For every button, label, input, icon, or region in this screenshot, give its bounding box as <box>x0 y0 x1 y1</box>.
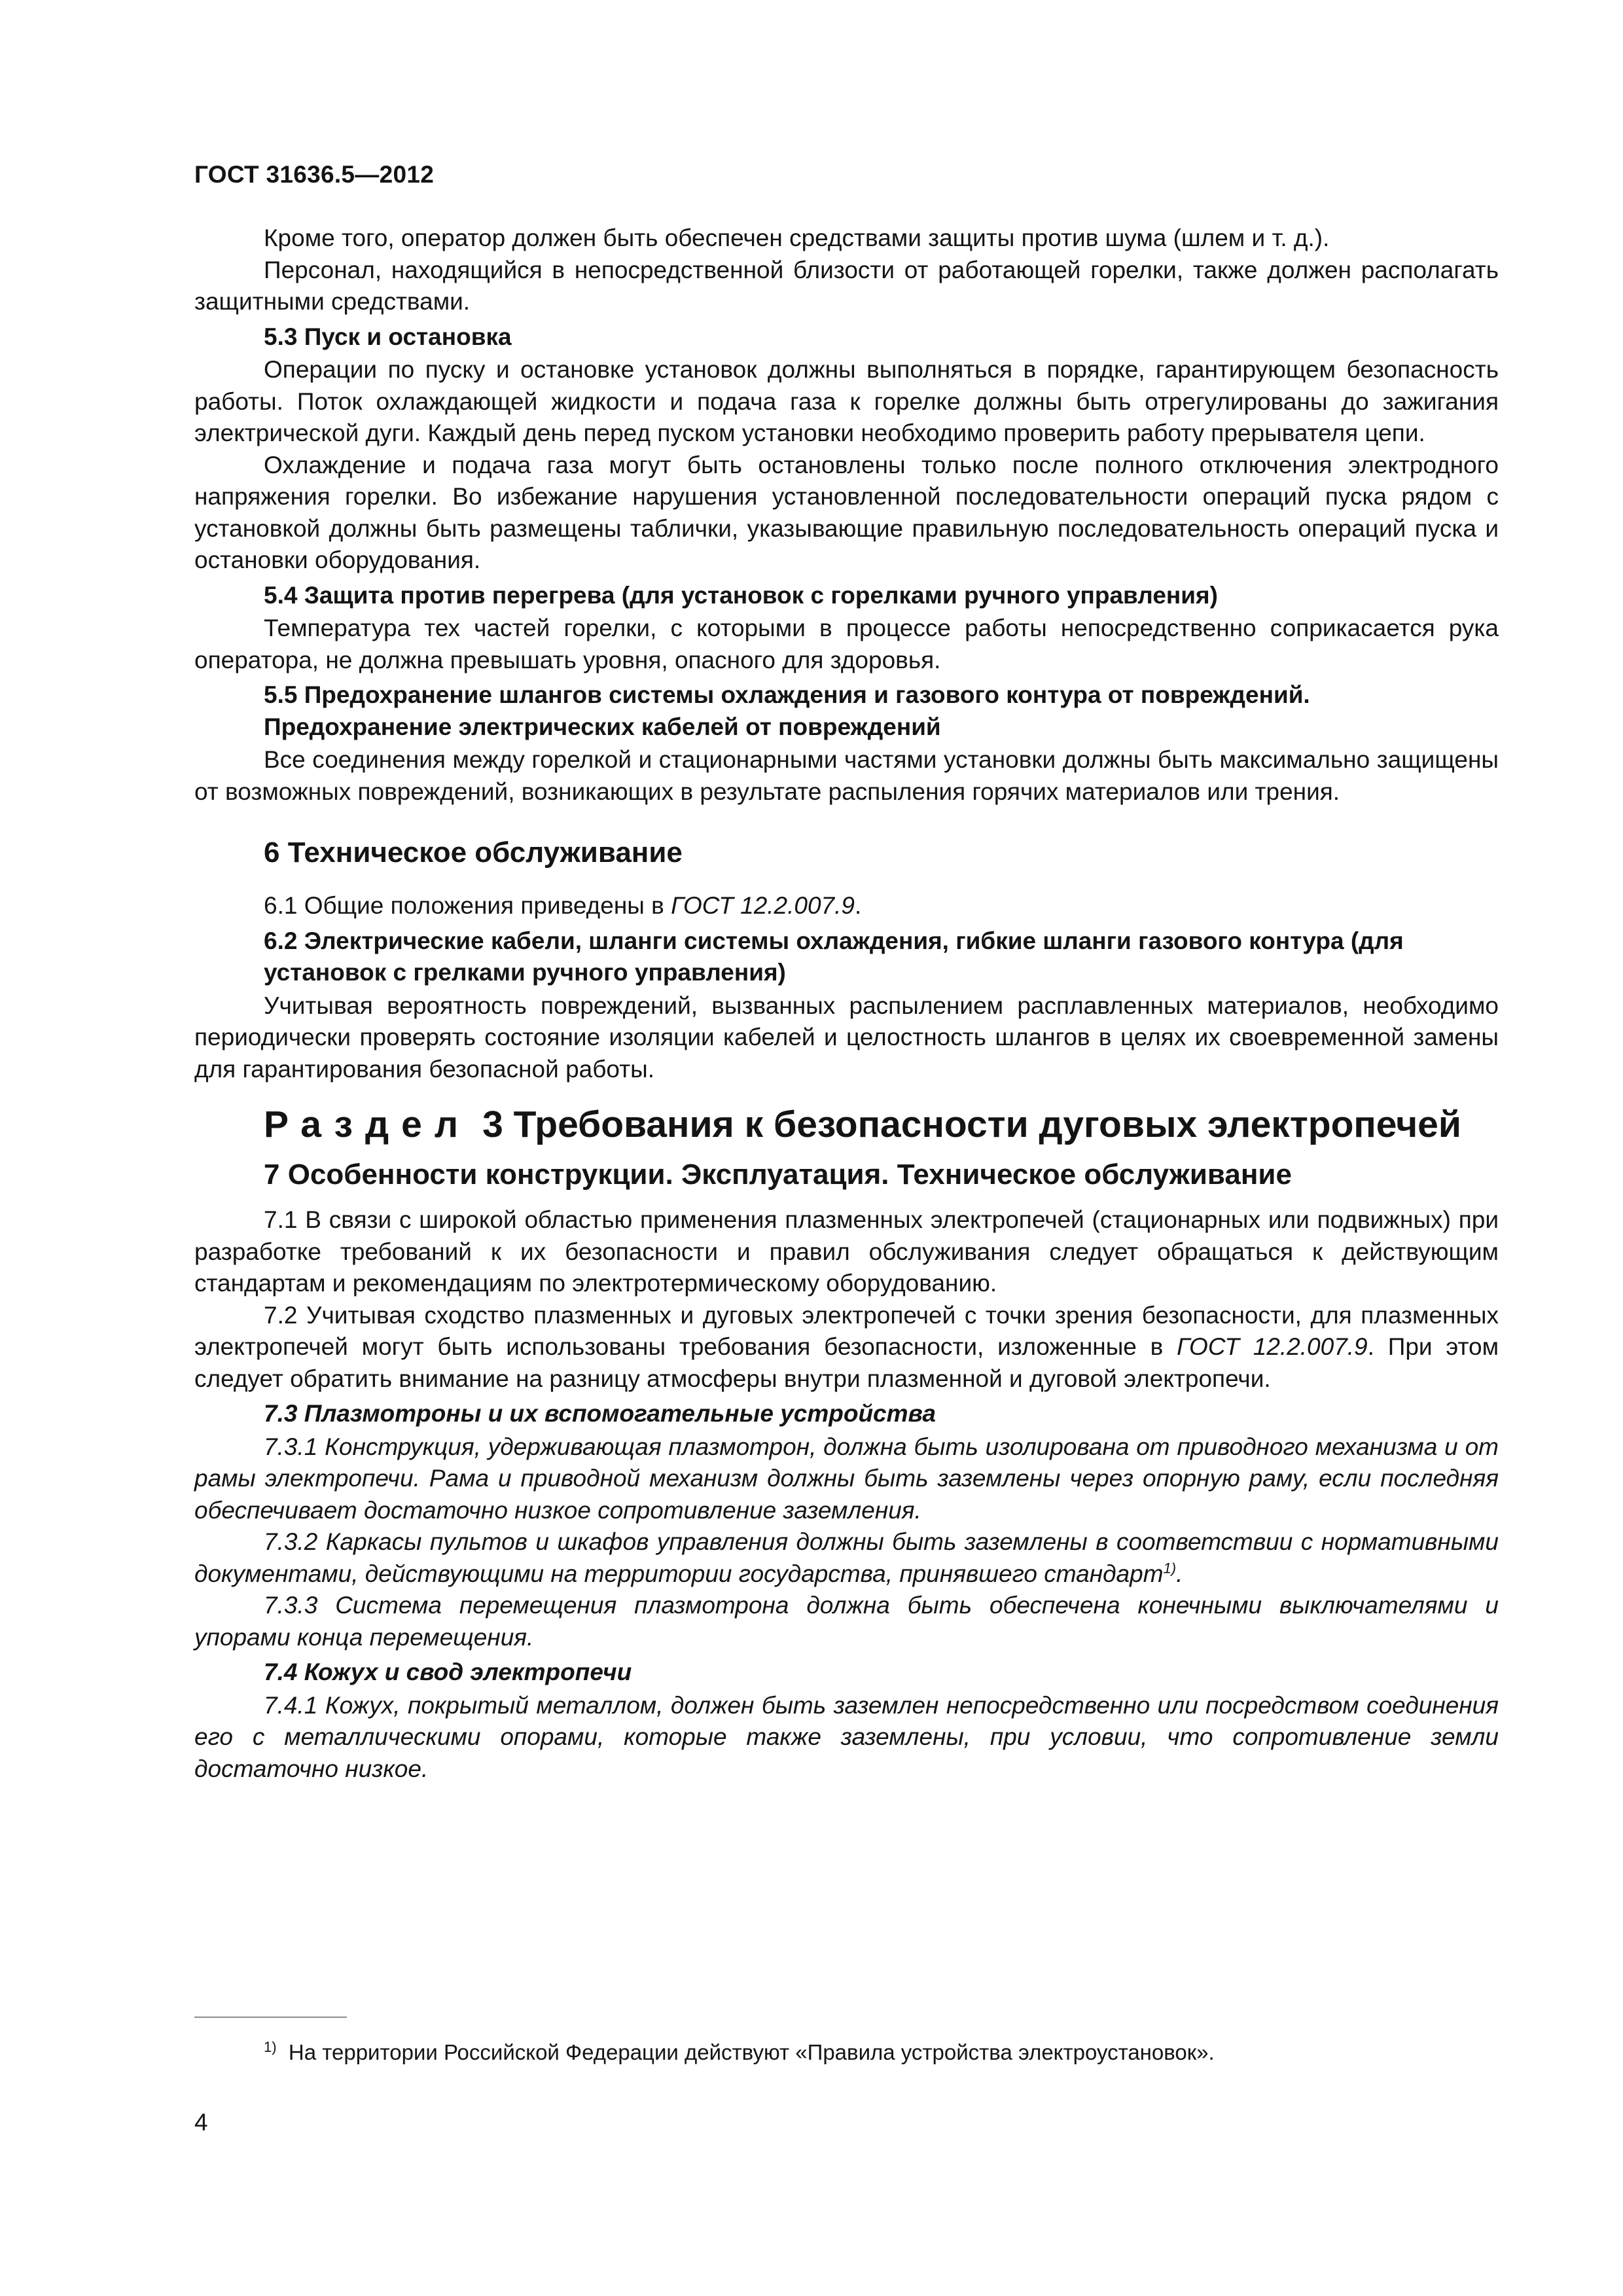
subsection-heading-7-3: 7.3 Плазмотроны и их вспомогательные устройства <box>264 1400 936 1427</box>
part-title: 3 Требования к безопасности дуговых электропечей <box>482 1103 1461 1145</box>
footnote-marker: 1) <box>264 2039 277 2055</box>
document-header: ГОСТ 31636.5—2012 <box>194 161 435 188</box>
paragraph: Кроме того, оператор должен быть обеспечен средствами защиты против шума (шлем и т. д.). <box>264 224 1330 251</box>
subsection-heading-5-4: 5.4 Защита против перегрева (для установок с горелками ручного управления) <box>264 581 1218 609</box>
paragraph <box>194 1526 1499 1590</box>
paragraph: Персонал, находящийся в непосредственной близости от работающей горелки, также должен располагать защитными средствами. <box>194 256 1499 315</box>
section-heading-7: 7 Особенности конструкции. Эксплуатация. Техническое обслуживание <box>264 1158 1292 1191</box>
paragraph: 7.3.3 Система перемещения плазмотрона должна быть обеспечена конечными выключателями и упорами конца перемещения. <box>194 1592 1499 1651</box>
paragraph: Операции по пуску и остановке установок должны выполняться в порядке, гарантирующем безопасность работы. Поток охлаждающей жидкости и подача газа к горелке должны быть отрегулированы до зажигания электрической дуги. Каждый день перед пуском установки необходимо проверить работу прерывателя цепи. <box>194 356 1499 446</box>
document-body <box>194 223 1499 1785</box>
part-heading <box>194 1103 1499 1145</box>
subsection-heading-5-3: 5.3 Пуск и остановка <box>264 323 512 350</box>
section-heading-6: 6 Техническое обслуживание <box>264 836 683 869</box>
paragraph-text: 6.1 Общие положения приведены в <box>264 892 671 919</box>
footnote-separator <box>194 2017 347 2018</box>
paragraph: Все соединения между горелкой и стационарными частями установки должны быть максимально защищены от возможных повреждений, возникающих в результате распыления горячих материалов или трения. <box>194 746 1499 805</box>
paragraph-text: 7.2 Учитывая сходство плазменных и дуговых электропечей с точки зрения безопасности, для плазменных электропечей могут быть использованы требования безопасности, изложенные в <box>194 1301 1499 1360</box>
paragraph-text: . При этом следует обратить внимание на разницу атмосферы внутри плазменной и дуговой электропечи. <box>194 1333 1499 1392</box>
paragraph <box>194 1300 1499 1395</box>
paragraph <box>194 890 1499 922</box>
paragraph-text: . <box>855 892 862 919</box>
standard-reference: ГОСТ 12.2.007.9 <box>671 892 855 919</box>
standard-reference: ГОСТ 12.2.007.9 <box>1177 1333 1368 1360</box>
paragraph: 7.3.1 Конструкция, удерживающая плазмотрон, должна быть изолирована от приводного механизма и от рамы электропечи. Рама и приводной механизм должны быть заземлены через опорную раму, если последняя обеспечивает достаточно низкое сопротивление заземления. <box>194 1433 1499 1524</box>
paragraph: 7.1 В связи с широкой областью применения плазменных электропечей (стационарных или подвижных) при разработке требований к их безопасности и правил обслуживания следует обращаться к действующим стандартам и рекомендациям по электротермическому оборудованию. <box>194 1206 1499 1297</box>
page-number: 4 <box>194 2109 208 2136</box>
paragraph: Температура тех частей горелки, с которыми в процессе работы непосредственно соприкасается рука оператора, не должна превышать уровня, опасного для здоровья. <box>194 615 1499 673</box>
paragraph: Учитывая вероятность повреждений, вызванных распылением расплавленных материалов, необходимо периодически проверять состояние изоляции кабелей и целостность шлангов в целях их своевременной замены для гарантирования безопасной работы. <box>194 992 1499 1083</box>
part-label: Раздел <box>264 1103 471 1145</box>
footnote-text: На территории Российской Федерации действуют «Правила устройства электроустановок». <box>288 2040 1215 2064</box>
paragraph: Охлаждение и подача газа могут быть остановлены только после полного отключения электродного напряжения горелки. Во избежание нарушения установленной последовательности операций пуска рядом с установкой должны быть размещены таблички, указывающие правильную последовательность операций пуска и остановки оборудования. <box>194 451 1499 573</box>
subsection-heading-5-5: 5.5 Предохранение шлангов системы охлаждения и газового контура от повреждений. Предохранение электрических кабелей от повреждений <box>264 681 1310 740</box>
paragraph-text: 7.3.2 Каркасы пультов и шкафов управления должны быть заземлены в соответствии с нормативными документами, действующими на территории государства, принявшего стандарт <box>194 1528 1499 1587</box>
footnote-reference[interactable]: 1) <box>1163 1560 1177 1577</box>
subsection-heading-6-2: 6.2 Электрические кабели, шланги системы охлаждения, гибкие шланги газового контура (для установок с грелками ручного управления) <box>264 927 1404 986</box>
subsection-heading-7-4: 7.4 Кожух и свод электропечи <box>264 1659 632 1685</box>
footnote <box>264 2039 1215 2066</box>
paragraph-text: . <box>1176 1560 1183 1587</box>
paragraph: 7.4.1 Кожух, покрытый металлом, должен быть заземлен непосредственно или посредством соединения его с металлическими опорами, которые также заземлены, при условии, что сопротивление земли достаточно низкое. <box>194 1691 1499 1782</box>
